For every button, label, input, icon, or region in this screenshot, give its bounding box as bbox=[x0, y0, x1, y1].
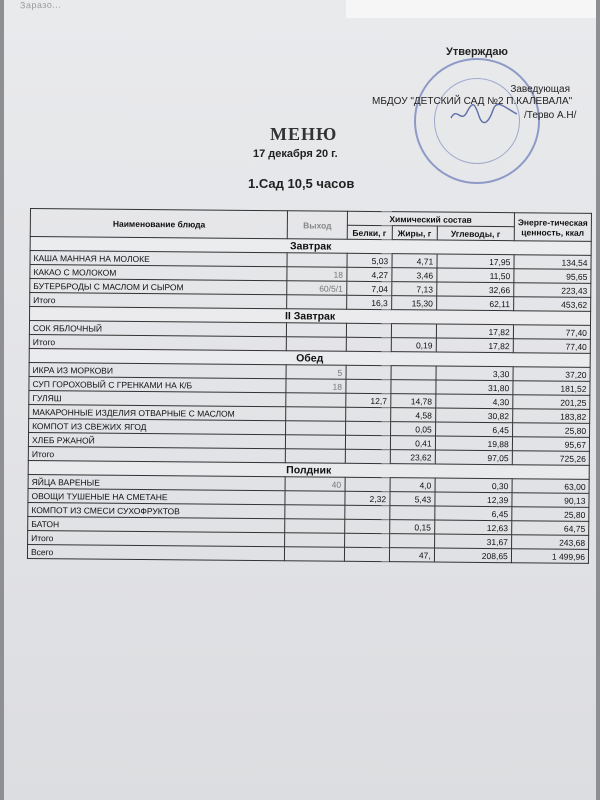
energy-cell: 134,54 bbox=[514, 255, 591, 270]
output-cell bbox=[285, 547, 344, 562]
energy-cell: 181,52 bbox=[513, 381, 590, 396]
fat-cell: 0,19 bbox=[391, 338, 436, 352]
carbs-cell: 11,50 bbox=[437, 268, 514, 283]
fat-cell: 0,05 bbox=[390, 422, 435, 436]
approval-signatory: /Терво А.Н/ bbox=[524, 110, 577, 121]
fat-cell: 4,71 bbox=[392, 254, 437, 268]
fat-cell bbox=[389, 506, 434, 520]
energy-cell: 25,80 bbox=[512, 507, 589, 522]
energy-cell: 201,25 bbox=[513, 395, 590, 410]
dish-name-cell: СОК ЯБЛОЧНЫЙ bbox=[29, 321, 287, 337]
output-cell bbox=[285, 519, 344, 534]
dish-name-cell: ГУЛЯШ bbox=[29, 390, 287, 406]
output-cell bbox=[286, 393, 345, 408]
protein-cell bbox=[344, 505, 389, 519]
protein-cell bbox=[345, 449, 390, 463]
menu-table-body bbox=[27, 237, 591, 564]
carbs-cell: 19,88 bbox=[435, 436, 512, 451]
carbs-cell: 0,30 bbox=[435, 478, 512, 493]
output-cell: 18 bbox=[286, 379, 345, 394]
dish-name-cell: КАША МАННАЯ НА МОЛОКЕ bbox=[30, 251, 288, 267]
carbs-cell: 6,45 bbox=[435, 422, 512, 437]
fat-cell: 5,43 bbox=[390, 492, 435, 506]
energy-cell: 77,40 bbox=[513, 325, 590, 340]
menu-date: 17 декабря 20 г. bbox=[253, 148, 338, 160]
fat-cell: 7,13 bbox=[391, 282, 436, 296]
carbs-cell: 32,66 bbox=[436, 282, 513, 297]
fat-cell: 0,15 bbox=[389, 520, 434, 534]
dish-name-cell: СУП ГОРОХОВЫЙ С ГРЕНКАМИ НА К/Б bbox=[29, 376, 287, 392]
output-cell bbox=[286, 407, 345, 422]
output-cell bbox=[287, 253, 346, 268]
section-title: Обед bbox=[29, 348, 590, 367]
menu-table bbox=[27, 208, 592, 564]
fat-cell: 4,58 bbox=[390, 408, 435, 422]
output-cell bbox=[285, 491, 344, 506]
fat-cell: 23,62 bbox=[390, 450, 435, 464]
carbs-cell: 17,95 bbox=[437, 254, 514, 269]
output-cell bbox=[285, 505, 344, 520]
energy-cell: 725,26 bbox=[512, 451, 589, 466]
energy-cell: 95,65 bbox=[514, 269, 591, 284]
energy-cell: 453,62 bbox=[513, 297, 590, 312]
carbs-cell: 3,30 bbox=[436, 366, 513, 381]
output-cell bbox=[287, 295, 346, 310]
protein-cell: 12,7 bbox=[345, 393, 390, 407]
output-cell: 18 bbox=[287, 267, 346, 282]
protein-cell bbox=[345, 379, 390, 393]
dish-name-cell: БУТЕРБРОДЫ С МАСЛОМ И СЫРОМ bbox=[30, 279, 288, 295]
energy-cell: 63,00 bbox=[512, 479, 589, 494]
output-cell: 5 bbox=[286, 365, 345, 380]
dish-name-cell: ХЛЕБ РЖАНОЙ bbox=[28, 432, 286, 448]
energy-cell: 25,80 bbox=[512, 423, 589, 438]
carbs-cell: 4,30 bbox=[435, 394, 512, 409]
dish-name-cell: Итого bbox=[30, 293, 288, 309]
col-output: Выход bbox=[288, 211, 347, 240]
dish-name-cell: ЯЙЦА ВАРЕНЫЕ bbox=[28, 474, 286, 490]
dish-name-cell: КОМПОТ ИЗ СМЕСИ СУХОФРУКТОВ bbox=[28, 502, 286, 518]
protein-cell bbox=[344, 533, 389, 547]
protein-cell bbox=[346, 365, 391, 379]
energy-cell: 90,13 bbox=[512, 493, 589, 508]
dish-name-cell: Всего bbox=[27, 544, 285, 560]
energy-cell: 95,67 bbox=[512, 437, 589, 452]
energy-cell: 183,82 bbox=[512, 409, 589, 424]
menu-sheet bbox=[4, 0, 596, 800]
protein-cell: 5,03 bbox=[347, 253, 392, 267]
protein-cell bbox=[344, 519, 389, 533]
section-title: Завтрак bbox=[30, 237, 591, 256]
page-title: МЕНЮ bbox=[270, 124, 338, 144]
dish-name-cell: Итого bbox=[28, 530, 286, 546]
fat-cell bbox=[391, 324, 436, 338]
protein-cell bbox=[346, 337, 391, 351]
protein-cell bbox=[344, 547, 389, 561]
fat-cell: 0,41 bbox=[390, 436, 435, 450]
approval-label: Утверждаю bbox=[446, 46, 508, 58]
col-fat: Жиры, г bbox=[392, 226, 437, 240]
dish-name-cell: БАТОН bbox=[28, 516, 286, 532]
fat-cell: 4,0 bbox=[390, 478, 435, 492]
protein-cell bbox=[345, 477, 390, 491]
carbs-cell: 6,45 bbox=[434, 506, 511, 521]
col-energy: Энерге-тическая ценность, ккал bbox=[514, 213, 591, 242]
energy-cell: 243,68 bbox=[511, 535, 588, 550]
output-cell bbox=[286, 435, 345, 450]
output-cell bbox=[286, 449, 345, 464]
dish-name-cell: ОВОЩИ ТУШЕНЫЕ НА СМЕТАНЕ bbox=[28, 488, 286, 504]
dish-name-cell: Итого bbox=[28, 446, 286, 462]
fat-cell: 47, bbox=[389, 548, 434, 562]
output-cell: 60/5/1 bbox=[287, 281, 346, 296]
dish-name-cell: КАКАО С МОЛОКОМ bbox=[30, 265, 288, 281]
fat-cell: 3,46 bbox=[391, 268, 436, 282]
fat-cell bbox=[389, 534, 434, 548]
dish-name-cell: КОМПОТ ИЗ СВЕЖИХ ЯГОД bbox=[29, 418, 287, 434]
energy-cell: 223,43 bbox=[514, 283, 591, 298]
section-title: Полдник bbox=[28, 460, 589, 479]
output-cell bbox=[286, 421, 345, 436]
energy-cell: 37,20 bbox=[513, 367, 590, 382]
fat-cell bbox=[391, 366, 436, 380]
fat-cell bbox=[391, 380, 436, 394]
approval-organization: МБДОУ "ДЕТСКИЙ САД №2 П.КАЛЕВАЛА" bbox=[372, 96, 573, 107]
energy-cell: 64,75 bbox=[511, 521, 588, 536]
carbs-cell: 17,82 bbox=[436, 324, 513, 339]
paper-corner bbox=[346, 0, 596, 18]
approval-role: Заведующая bbox=[510, 84, 570, 95]
col-dish-name: Наименование блюда bbox=[30, 209, 288, 239]
fat-cell: 14,78 bbox=[390, 394, 435, 408]
energy-cell: 1 499,96 bbox=[511, 549, 588, 564]
carbs-cell: 30,82 bbox=[435, 408, 512, 423]
energy-cell: 77,40 bbox=[513, 339, 590, 354]
protein-cell bbox=[345, 435, 390, 449]
col-protein: Белки, г bbox=[347, 225, 392, 239]
dish-name-cell: МАКАРОННЫЕ ИЗДЕЛИЯ ОТВАРНЫЕ С МАСЛОМ bbox=[29, 404, 287, 420]
output-cell: 40 bbox=[285, 477, 344, 492]
carbs-cell: 97,05 bbox=[435, 450, 512, 465]
protein-cell: 7,04 bbox=[346, 281, 391, 295]
output-cell bbox=[285, 533, 344, 548]
dish-name-cell: Итого bbox=[29, 334, 287, 350]
output-cell bbox=[287, 337, 346, 352]
fat-cell: 15,30 bbox=[391, 296, 436, 310]
carbs-cell: 12,63 bbox=[434, 520, 511, 535]
col-carbs: Углеводы, г bbox=[437, 226, 514, 241]
menu-subtitle: 1.Сад 10,5 часов bbox=[248, 176, 355, 191]
carbs-cell: 12,39 bbox=[435, 492, 512, 507]
dish-name-cell: ИКРА ИЗ МОРКОВИ bbox=[29, 362, 287, 378]
carbs-cell: 17,82 bbox=[436, 338, 513, 353]
protein-cell bbox=[346, 323, 391, 337]
carbs-cell: 208,65 bbox=[434, 548, 511, 563]
carbs-cell: 62,11 bbox=[436, 296, 513, 311]
col-chem-composition: Химический состав bbox=[347, 211, 514, 226]
protein-cell: 4,27 bbox=[346, 267, 391, 281]
protein-cell: 2,32 bbox=[344, 491, 389, 505]
carbs-cell: 31,67 bbox=[434, 534, 511, 549]
protein-cell bbox=[345, 421, 390, 435]
scrap-text: Заразо... bbox=[19, 0, 62, 11]
section-title: II Завтрак bbox=[30, 307, 591, 326]
protein-cell bbox=[345, 407, 390, 421]
carbs-cell: 31,80 bbox=[436, 380, 513, 395]
output-cell bbox=[287, 323, 346, 338]
protein-cell: 16,3 bbox=[346, 295, 391, 309]
